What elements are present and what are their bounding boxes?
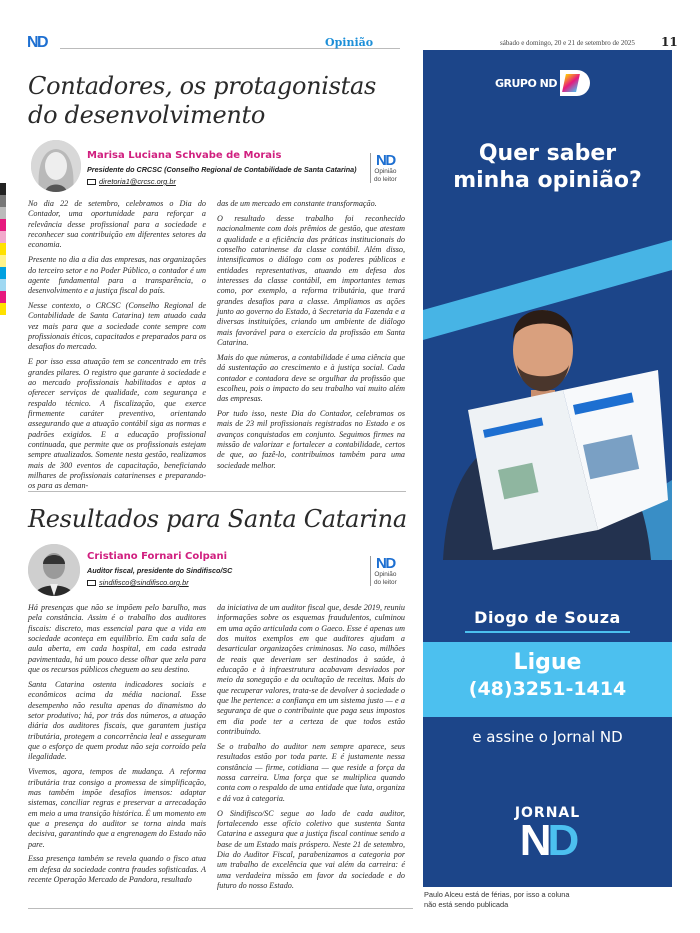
badge-label: do leitor	[374, 175, 397, 183]
phone-number[interactable]: (48)3251-1414	[468, 678, 627, 700]
paragraph: E por isso essa atuação tem se concentrado em três grandes pilares. O registro que garante à sociedade e ao mercado profissionais habilitados e aptos a oferecer serviços de qualidade, com segurança e respaldo técnico. A fiscalização, que exerce firmemente caráter preventivo, orientando assegurando que a atuação contábil siga as normas e padrões exigidos. E a educação profissional continuada, que permite que os profissionais estejam sempre atualizados. Somente nesta gestão, realizamos mais de 300 eventos de capacitação, beneficiando milhares de profissionais catarinenses e preparando-os para as deman-	[28, 357, 206, 491]
paragraph: Se o trabalho do auditor nem sempre aparece, seus resultados estão por toda parte. E é justamente nessa constância — firme, cotidiana — que reside a força da nossa carreira. Uma força que se multiplica quando conta com o respaldo de uma entidade que luta, organiza e dá voz à categoria.	[217, 741, 405, 803]
paragraph: O Sindifisco/SC segue ao lado de cada auditor, fortalecendo esse ofício coletivo que sustenta Santa Catarina e assegura que a justiça fiscal continue sendo a base de um Estado mais próspero. Neste 21 de setembro, Dia do Auditor Fiscal, parabenizamos a categoria por um trabalho de excelência que vai além da carreira: é uma verdadeira missão em favor da sociedade e do futuro do nosso Estado.	[217, 808, 405, 890]
brand-text: GRUPO ND	[495, 76, 558, 90]
call-label: Ligue	[513, 650, 582, 675]
paragraph: da iniciativa de um auditor fiscal que, desde 2019, reuniu informações sobre os esquemas fraudulentos, culminou em uma ação articulada com o Gaeco. Esse é apenas um dos muitos exemplos em que auditores ajudam a desarticular organizações criminosas. No caso, milhões de reais que deveriam ser destinados à saúde, à educação e à infraestrutura acabavam desviados por meio da sonegação e da ocultação de receitas. Mais do que recuperar valores, trata-se de devolver à sociedade o que lhe pertence: a confiança em um sistema justo — e a segurança de que o contribuinte que paga seus impostos em dia pode ter a certeza de que todos estão contribuindo.	[217, 603, 405, 737]
author-email[interactable]	[87, 177, 176, 186]
article-title: Resultados para Santa Catarina	[28, 505, 407, 533]
article-column-1	[28, 603, 206, 890]
email-link[interactable]: sindifisco@sindifisco.org.br	[99, 578, 189, 587]
paragraph: Essa presença também se revela quando o fisco atua em defesa da sociedade contra fraudes sofisticadas. A recente Operação Mercado de Pandora, resultado	[28, 854, 206, 885]
badge-label: do leitor	[374, 578, 397, 586]
paragraph: O resultado desse trabalho foi reconhecido nacionalmente com dois prêmios de gestão, que atestam a qualidade e a eficiência das práticas institucionais do conselho catarinense da classe contábil. Além disso, intensificamos o diálogo com os poderes públicos e entidades representativas, atuando em defesa dos interesses da classe contábil, em importantes temas como, por exemplo, a reforma tributária, que trará grandes desafios para a classe. Ampliamos as ações junto ao governo do Estado, à Secretaria da Fazenda e a diversas instituições, criando um ambiente de diálogo mais favorável para o exercício da profissão em Santa Catarina.	[217, 213, 405, 347]
headline-line: minha opinião?	[453, 168, 642, 193]
color-registration-marks	[0, 183, 6, 315]
grupo-nd-logo	[495, 70, 590, 96]
badge-logo: ND	[376, 152, 395, 169]
envelope-icon	[87, 580, 96, 586]
logo-top-text: JORNAL	[514, 805, 581, 821]
badge-logo: ND	[376, 555, 395, 572]
article-column-1	[28, 199, 206, 496]
author-email[interactable]	[87, 578, 189, 587]
author-role: Auditor fiscal, presidente do Sindifisco/SC	[87, 566, 233, 575]
author-role: Presidente do CRCSC (Conselho Regional de Contabilidade de Santa Catarina)	[87, 165, 357, 174]
badge-label: Opinião	[374, 168, 397, 175]
caption-line: não está sendo publicada	[424, 900, 509, 909]
article-divider	[28, 491, 406, 492]
author-name: Marisa Luciana Schvabe de Morais	[87, 150, 282, 161]
article-title	[28, 72, 408, 130]
column-notice	[424, 890, 569, 910]
columnist-photo	[423, 230, 672, 560]
email-link[interactable]: diretoria1@crcsc.org.br	[99, 177, 176, 186]
paragraph: Por tudo isso, neste Dia do Contador, celebramos os mais de 23 mil profissionais registrados no Estado e os avanços conquistados em conjunto. Seguimos firmes na missão de valorizar e fortalecer a contabilidade, certos de que, ao fazê-lo, contribuímos também para uma sociedade melhor.	[217, 409, 405, 470]
paragraph: Mais do que números, a contabilidade é uma ciência que dá sustentação ao crescimento e à justiça social. Cada contador e contadora deve se orgulhar da profissão que escolheu, pois o impacto do seu trabalho vai muito além das empresas.	[217, 352, 405, 404]
jornal-nd-logo	[423, 805, 672, 865]
paragraph: Santa Catarina ostenta indicadores sociais e econômicos acima da média nacional. Esse desempenho não resulta apenas do dinamismo do setor produtivo; há, por trás dos números, a atuação diária dos auditores fiscais, que garantem justiça tributária, protegem a concorrência leal e asseguram que o esforço de quem produz não seja corroído pela ilegalidade.	[28, 679, 206, 762]
paragraph: No dia 22 de setembro, celebramos o Dia do Contador, uma oportunidade para reforçar a relevância desse profissional para a sociedade e reconhecer sua contribuição em diferentes setores da economia.	[28, 199, 206, 250]
paragraph: Presente no dia a dia das empresas, nas organizações do terceiro setor e no Poder Público, o contador é um agente fundamental para a transparência, o desenvolvimento e a justiça fiscal do país.	[28, 255, 206, 296]
headline-line: Quer saber	[478, 141, 617, 166]
title-line: Contadores, os protagonistas	[28, 72, 377, 100]
nd-logo: ND	[27, 34, 48, 51]
author-photo	[31, 140, 81, 192]
article-column-2	[217, 199, 405, 476]
logo-nd: ND	[519, 816, 576, 865]
author-name: Cristiano Fornari Colpani	[87, 551, 228, 562]
section-title: Opinião	[325, 36, 374, 49]
subscribe-text: e assine o Jornal ND	[472, 728, 623, 746]
opinion-badge	[370, 556, 397, 586]
nd-brand-mark-icon	[560, 70, 590, 96]
author-photo	[28, 544, 80, 596]
page-bottom-rule	[28, 908, 413, 909]
columnist-name: Diogo de Souza	[474, 608, 621, 627]
envelope-icon	[87, 179, 96, 185]
subscription-ad[interactable]	[423, 50, 672, 887]
title-line: do desenvolvimento	[28, 101, 266, 129]
article-column-2	[217, 603, 405, 896]
paragraph: Há presenças que não se impõem pelo barulho, mas pela constância. Assim é o trabalho dos auditores fiscais: discreto, mas essencial para que a vida em sociedade aconteça em equilíbrio. Em cada sala de aula aberta, em cada hospital, em cada estrada pavimentada, há um pouco desse olhar que zela para que os recursos públicos cheguem ao seu destino.	[28, 603, 206, 675]
paragraph: das de um mercado em constante transformação.	[217, 199, 377, 208]
page-number: 11	[661, 35, 678, 49]
ad-headline	[423, 140, 672, 194]
name-underline	[465, 631, 630, 633]
opinion-badge	[370, 153, 397, 183]
badge-label: Opinião	[374, 571, 397, 578]
edition-date: sábado e domingo, 20 e 21 de setembro de 2025	[500, 39, 635, 47]
caption-line: Paulo Alceu está de férias, por isso a coluna	[424, 890, 570, 899]
call-band	[423, 642, 672, 717]
paragraph: Nesse contexto, o CRCSC (Conselho Regional de Contabilidade de Santa Catarina) tem atuado cada vez mais para que a sociedade conte sempre com profissionais éticos, capacitados e preparados para os desafios do mercado.	[28, 301, 206, 352]
paragraph: Vivemos, agora, tempos de mudança. A reforma tributária traz consigo a promessa de simplificação, mas também impõe desafios imensos: adaptar sistemas, conciliar regras e preservar a arrecadação em meio a uma transição histórica. É um momento em que a presença do auditor se torna ainda mais decisiva, garantindo que a engrenagem do Estado não pare.	[28, 767, 206, 849]
